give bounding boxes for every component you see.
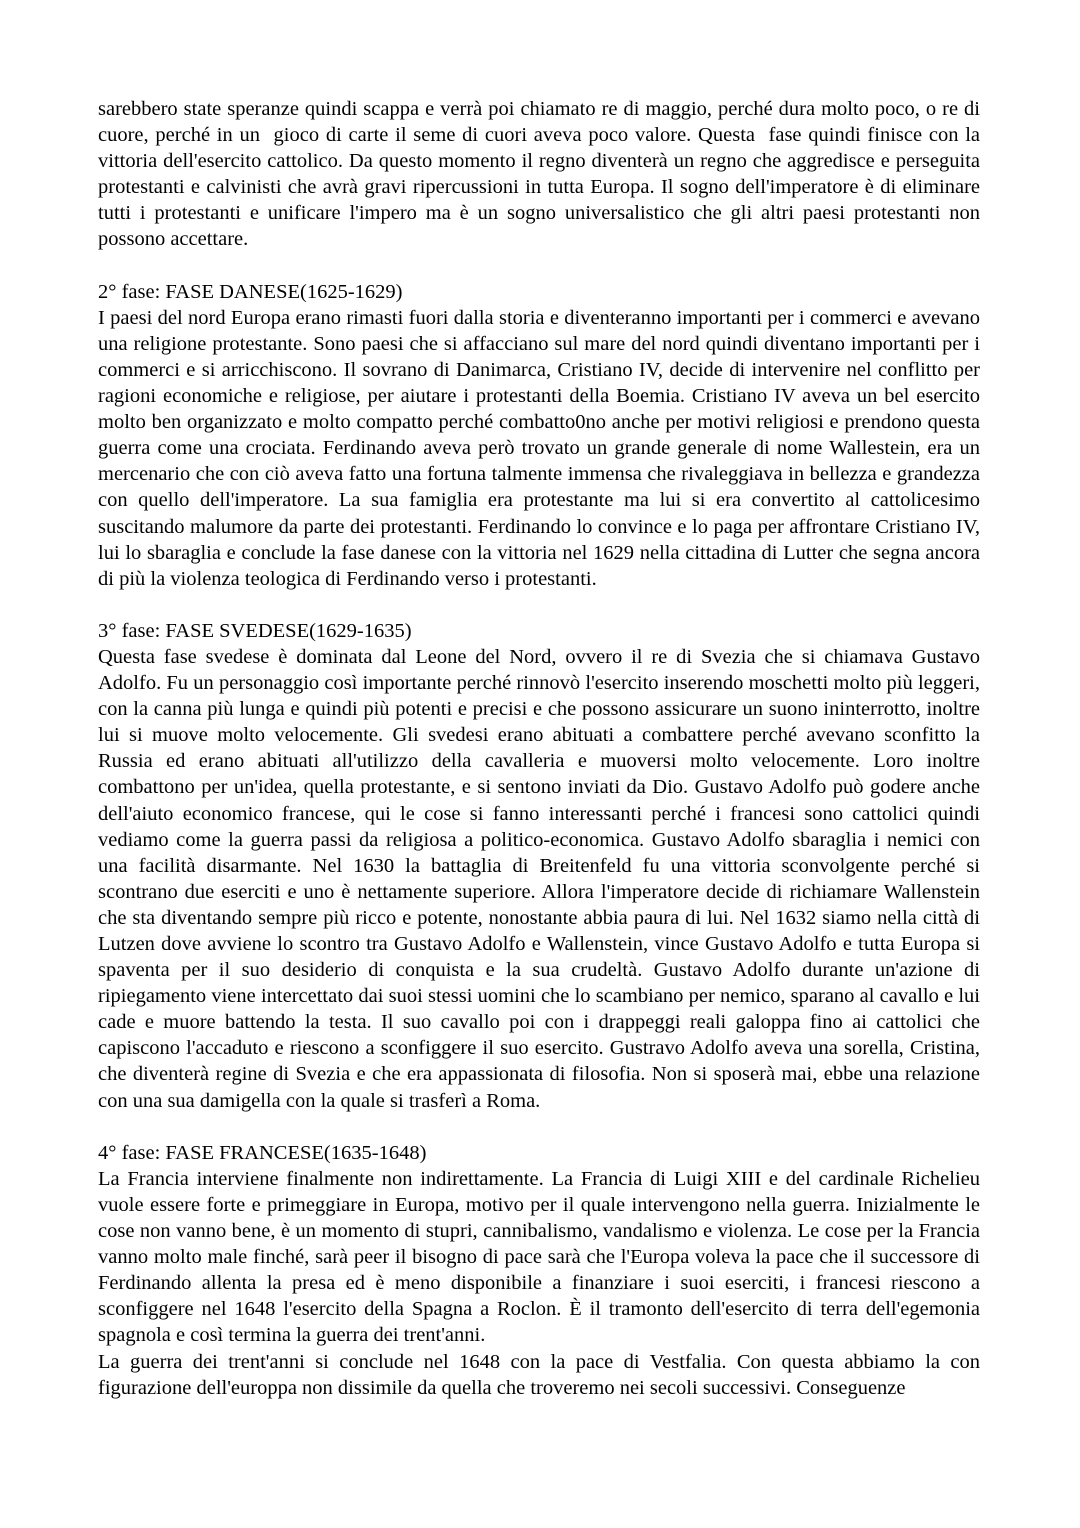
paragraph-spacer xyxy=(98,592,980,618)
paragraph-intro: sarebbero state speranze quindi scappa e verrà poi chiamato re di maggio, perché dura molto poco, o re di cuore, perché in un gioco di carte il seme di cuori aveva poco valore. Questa fase quindi finisce con la vittoria dell'esercito cattolico. Da questo momento il regno diventerà un regno che aggredisce e perseguita protestanti e calvinisti che avrà gravi ripercussioni in tutta Europa. Il sogno dell'imperatore è di eliminare tutti i protestanti e unificare l'impero ma è un sogno universalistico che gli altri paesi protestanti non possono accettare. xyxy=(98,98,986,251)
paragraph-spacer xyxy=(98,253,980,279)
document-text-column xyxy=(98,96,986,1401)
section-heading-french: 4° fase: FASE FRANCESE(1635-1648) xyxy=(98,1141,427,1164)
section-body-french: La Francia interviene finalmente non indirettamente. La Francia di Luigi XIII e del cardinale Richelieu vuole essere forte e primeggiare in Europa, motivo per il quale intervengono nella guerra. Inizialmente le cose non vanno bene, è un momento di stupri, cannibalismo, vandalismo e violenza. Le cose per la Francia vanno molto male finché, sarà peer il bisogno di pace sarà che l'Europa voleva la pace che il successore di Ferdinando allenta la presa ed è meno disponibile a finanziare i suoi eserciti, i francesi riescono a sconfiggere nel 1648 l'esercito della Spagna a Roclon. È il tramonto dell'esercito di terra dell'egemonia spagnola e così termina la guerra dei trent'anni. xyxy=(98,1167,986,1347)
section-heading-swedish: 3° fase: FASE SVEDESE(1629-1635) xyxy=(98,619,412,642)
section-body-swedish: Questa fase svedese è dominata dal Leone del Nord, ovvero il re di Svezia che si chiamava Gustavo Adolfo. Fu un personaggio così importante perché rinnovò l'esercito inserendo moschetti molto più leggeri, con la canna più lunga e quindi più potenti e precisi e che possono assicurare un suono ininterrotto, inoltre lui si muove molto velocemente. Gli svedesi erano abituati a combattere perché avevano sconfitto la Russia ed erano abituati all'utilizzo della cavalleria e muoversi molto velocemente. Loro inoltre combattono per un'idea, quella protestante, e si sentono inviati da Dio. Gustavo Adolfo può godere anche dell'aiuto economico francese, qui le cose si fanno interessanti perché i francesi sono cattolici quindi vediamo come la guerra passi da religiosa a politico-economica. Gustavo Adolfo sbaraglia i nemici con una facilità disarmante. Nel 1630 la battaglia di Breitenfeld fu una vittoria sconvolgente perché si scontrano due eserciti e uno è nettamente superiore. Allora l'imperatore decide di richiamare Wallenstein che sta diventando sempre più ricco e potente, nonostante abbia paura di lui. Nel 1632 siamo nella città di Lutzen dove avviene lo scontro tra Gustavo Adolfo e Wallenstein, vince Gustavo Adolfo e tutta Europa si spaventa per il suo desiderio di conquista e la sua crudeltà. Gustavo Adolfo durante un'azione di ripiegamento viene intercettato dai suoi stessi uomini che lo scambiano per nemico, sparano al cavallo e lui cade e muore battendo la testa. Il suo cavallo poi con i drappeggi reali galoppa fino ai cattolici che capiscono l'accaduto e riescono a sconfiggere il suo esercito. Gustravo Adolfo aveva una sorella, Cristina, che diventerà regine di Svezia e che era appassionata di filosofia. Non si sposerà mai, ebbe una relazione con una sua damigella con la quale si trasferì a Roma. xyxy=(98,645,986,1112)
paragraph-spacer xyxy=(98,1114,980,1140)
section-heading-danish: 2° fase: FASE DANESE(1625-1629) xyxy=(98,280,403,303)
paragraph-closing: La guerra dei trent'anni si conclude nel 1648 con la pace di Vestfalia. Con questa abbiamo la con figurazione dell'europpa non dissimile da quella che troveremo nei secoli successivi. Conseguenze xyxy=(98,1350,986,1399)
section-body-danish: I paesi del nord Europa erano rimasti fuori dalla storia e diventeranno importanti per i commerci e avevano una religione protestante. Sono paesi che si affacciano sul mare del nord quindi diventano importanti per i commerci e si arricchiscono. Il sovrano di Danimarca, Cristiano IV, decide di intervenire nel conflitto per ragioni economiche e religiose, per aiutare i protestanti della Boemia. Cristiano IV aveva un bel esercito molto ben organizzato e molto compatto perché combatto0no anche per motivi religiosi e prendono questa guerra come una crociata. Ferdinando aveva però trovato un grande generale di nome Wallestein, era un mercenario che con ciò aveva fatto una fortuna talmente immensa che rivaleggiava in bellezza e grandezza con quello dell'imperatore. La sua famiglia era protestante ma lui si era convertito al cattolicesimo suscitando malumore da parte dei protestanti. Ferdinando lo convince e lo paga per affrontare Cristiano IV, lui lo sbaraglia e conclude la fase danese con la vittoria nel 1629 nella cittadina di Lutter che segna ancora di più la violenza teologica di Ferdinando verso i protestanti. xyxy=(98,306,986,590)
